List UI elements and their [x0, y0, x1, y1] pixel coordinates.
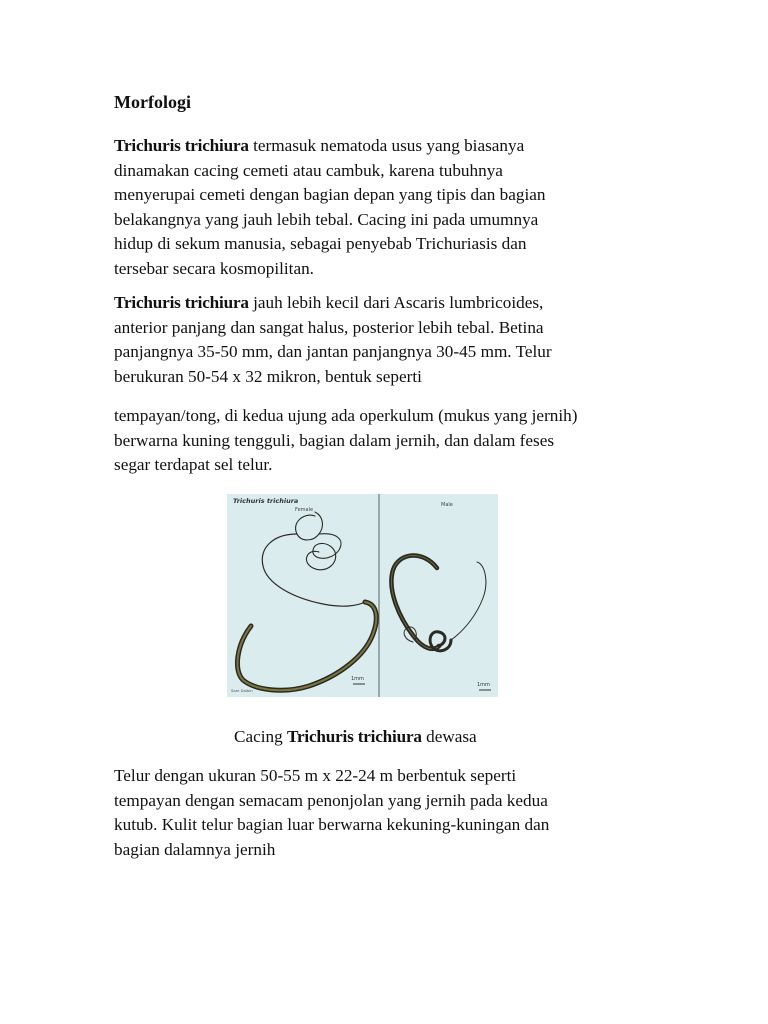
p4-line-1: Telur dengan ukuran 50-55 m x 22-24 m berbentuk seperti [114, 766, 517, 785]
figure-caption [234, 725, 477, 749]
worm-photo [227, 494, 498, 697]
p3-line-2: berwarna kuning tengguli, bagian dalam jernih, dan dalam feses [114, 430, 555, 450]
paragraph-2 [114, 291, 654, 389]
p1-line-1 [114, 134, 654, 159]
caption-species: Trichuris trichiura [286, 727, 422, 746]
caption-post: dewasa [421, 727, 477, 746]
p2-line-1 [114, 291, 654, 316]
p1-line-1-rest: termasuk nematoda usus yang biasanya [248, 136, 525, 155]
photo-background [227, 494, 498, 697]
p1-line-5: hidup di sekum manusia, sebagai penyebab Trichuriasis dan [114, 234, 527, 254]
caption-pre: Cacing [234, 727, 287, 746]
male-label: Male [441, 502, 453, 508]
species-name: Trichuris trichiura [114, 293, 249, 312]
female-label: Female [295, 507, 314, 513]
paragraph-1 [114, 134, 654, 282]
worm-photo-svg [227, 494, 498, 697]
section-heading: Morfologi [114, 92, 191, 112]
p1-line-3: menyerupai cemeti dengan bagian depan yang tipis dan bagian [114, 185, 546, 205]
p4-line-2: tempayan dengan semacam penonjolan yang jernih pada kedua [114, 790, 548, 810]
p4-line-3: kutub. Kulit telur bagian luar berwarna kekuning-kuningan dan [114, 815, 550, 835]
p1-line-2: dinamakan cacing cemeti atau cambuk, karena tubuhnya [114, 160, 503, 180]
scale-label-left: 1mm [351, 676, 364, 682]
p3-line-3: segar terdapat sel telur. [114, 455, 273, 475]
scale-label-right: 1mm [477, 682, 490, 688]
p1-line-4: belakangnya yang jauh lebih tebal. Cacing ini pada umumnya [114, 209, 539, 229]
p3-line-1: tempayan/tong, di kedua ujung ada operkulum (mukus yang jernih) [114, 406, 578, 425]
species-name: Trichuris trichiura [114, 136, 249, 155]
p2-line-2: anterior panjang dan sangat halus, posterior lebih tebal. Betina [114, 317, 544, 337]
photo-credit: Sam Dolbin [231, 688, 253, 693]
p2-line-3: panjangnya 35-50 mm, dan jantan panjangnya 30-45 mm. Telur [114, 342, 552, 362]
p2-line-4: berukuran 50-54 x 32 mikron, bentuk seperti [114, 366, 422, 386]
paragraph-3 [114, 404, 654, 478]
photo-title: Trichuris trichiura [233, 497, 299, 505]
p1-line-6: tersebar secara kosmopilitan. [114, 258, 314, 278]
p4-line-4: bagian dalamnya jernih [114, 839, 276, 859]
p2-line-1-rest: jauh lebih kecil dari Ascaris lumbricoides, [248, 293, 544, 312]
paragraph-4 [114, 764, 654, 862]
